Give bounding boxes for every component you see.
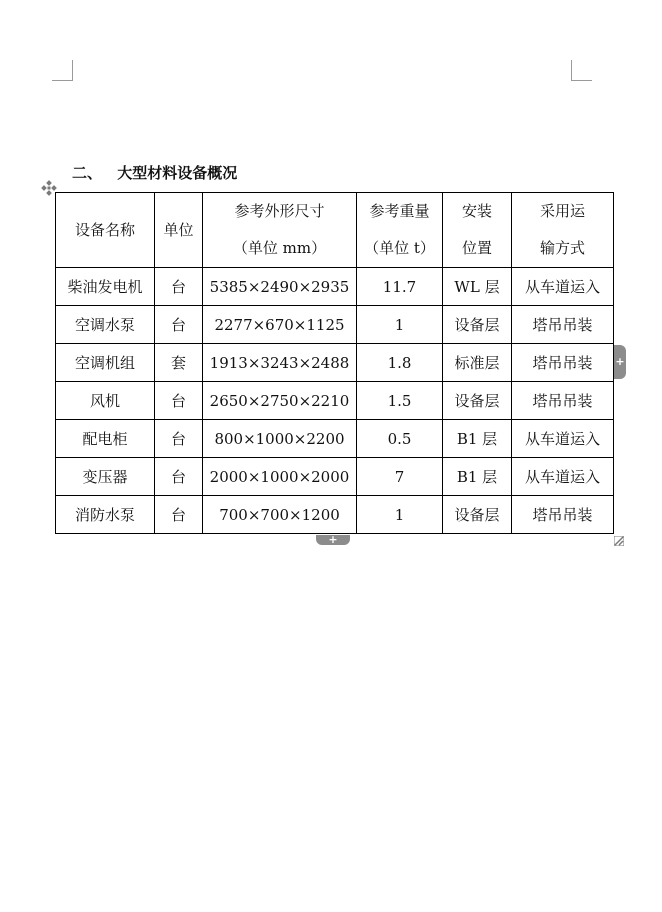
equipment-name-cell[interactable]: 消防水泵	[56, 496, 155, 534]
header-cell[interactable]	[155, 193, 203, 268]
header-line-1: 参考外形尺寸	[234, 202, 325, 220]
dimensions-cell[interactable]: 2277×670×1125	[203, 306, 357, 344]
table-row	[56, 496, 614, 534]
dimensions-cell[interactable]: 2000×1000×2000	[203, 458, 357, 496]
install-location-cell[interactable]: 设备层	[443, 496, 512, 534]
equipment-name-cell[interactable]: 空调水泵	[56, 306, 155, 344]
install-location-cell[interactable]: B1 层	[443, 420, 512, 458]
unit-cell[interactable]: 台	[155, 306, 203, 344]
header-line-1: 设备名称	[74, 220, 135, 239]
page-corner-mark-top-right	[571, 60, 592, 81]
section-heading	[72, 162, 237, 183]
transport-method-cell[interactable]: 从车道运入	[512, 420, 614, 458]
unit-cell[interactable]: 台	[155, 496, 203, 534]
weight-cell[interactable]: 1.8	[357, 344, 443, 382]
transport-method-cell[interactable]: 塔吊吊装	[512, 496, 614, 534]
install-location-cell[interactable]: 设备层	[443, 382, 512, 420]
transport-method-cell[interactable]: 塔吊吊装	[512, 382, 614, 420]
table-resize-icon[interactable]	[614, 536, 624, 546]
dimensions-cell[interactable]: 1913×3243×2488	[203, 344, 357, 382]
header-line-2: （单位 t）	[364, 239, 435, 257]
header-cell[interactable]	[443, 193, 512, 268]
dimensions-cell[interactable]: 800×1000×2200	[203, 420, 357, 458]
header-cell[interactable]	[357, 193, 443, 268]
unit-cell[interactable]: 台	[155, 420, 203, 458]
transport-method-cell[interactable]: 从车道运入	[512, 458, 614, 496]
equipment-name-cell[interactable]: 配电柜	[56, 420, 155, 458]
unit-cell[interactable]: 套	[155, 344, 203, 382]
table-row	[56, 420, 614, 458]
table-row	[56, 268, 614, 306]
table-row	[56, 458, 614, 496]
weight-cell[interactable]: 11.7	[357, 268, 443, 306]
dimensions-cell[interactable]: 2650×2750×2210	[203, 382, 357, 420]
install-location-cell[interactable]: WL 层	[443, 268, 512, 306]
header-cell[interactable]	[203, 193, 357, 268]
section-title: 大型材料设备概况	[117, 164, 238, 182]
weight-cell[interactable]: 1	[357, 496, 443, 534]
header-line-1: 参考重量	[369, 202, 430, 220]
header-line-1: 采用运	[539, 202, 585, 220]
add-row-button[interactable]: +	[316, 535, 350, 545]
add-column-button[interactable]: +	[614, 345, 626, 379]
table-row	[56, 344, 614, 382]
unit-cell[interactable]: 台	[155, 458, 203, 496]
header-line-2: 输方式	[539, 239, 585, 257]
table-header-row	[56, 193, 614, 268]
section-number: 二、	[72, 164, 103, 182]
header-line-1: 单位	[163, 220, 194, 239]
weight-cell[interactable]: 7	[357, 458, 443, 496]
transport-method-cell[interactable]: 塔吊吊装	[512, 344, 614, 382]
equipment-name-cell[interactable]: 空调机组	[56, 344, 155, 382]
install-location-cell[interactable]: 设备层	[443, 306, 512, 344]
header-line-2: 位置	[461, 239, 492, 257]
weight-cell[interactable]: 0.5	[357, 420, 443, 458]
transport-method-cell[interactable]: 塔吊吊装	[512, 306, 614, 344]
table-row	[56, 306, 614, 344]
equipment-name-cell[interactable]: 风机	[56, 382, 155, 420]
header-line-1: 安装	[461, 202, 492, 220]
install-location-cell[interactable]: B1 层	[443, 458, 512, 496]
install-location-cell[interactable]: 标准层	[443, 344, 512, 382]
header-cell[interactable]	[512, 193, 614, 268]
header-cell[interactable]	[56, 193, 155, 268]
equipment-name-cell[interactable]: 柴油发电机	[56, 268, 155, 306]
table-row	[56, 382, 614, 420]
equipment-name-cell[interactable]: 变压器	[56, 458, 155, 496]
transport-method-cell[interactable]: 从车道运入	[512, 268, 614, 306]
equipment-table	[55, 192, 614, 534]
header-line-2: （单位 mm）	[232, 239, 327, 257]
dimensions-cell[interactable]: 700×700×1200	[203, 496, 357, 534]
weight-cell[interactable]: 1	[357, 306, 443, 344]
page-corner-mark-top-left	[52, 60, 73, 81]
weight-cell[interactable]: 1.5	[357, 382, 443, 420]
unit-cell[interactable]: 台	[155, 268, 203, 306]
unit-cell[interactable]: 台	[155, 382, 203, 420]
dimensions-cell[interactable]: 5385×2490×2935	[203, 268, 357, 306]
